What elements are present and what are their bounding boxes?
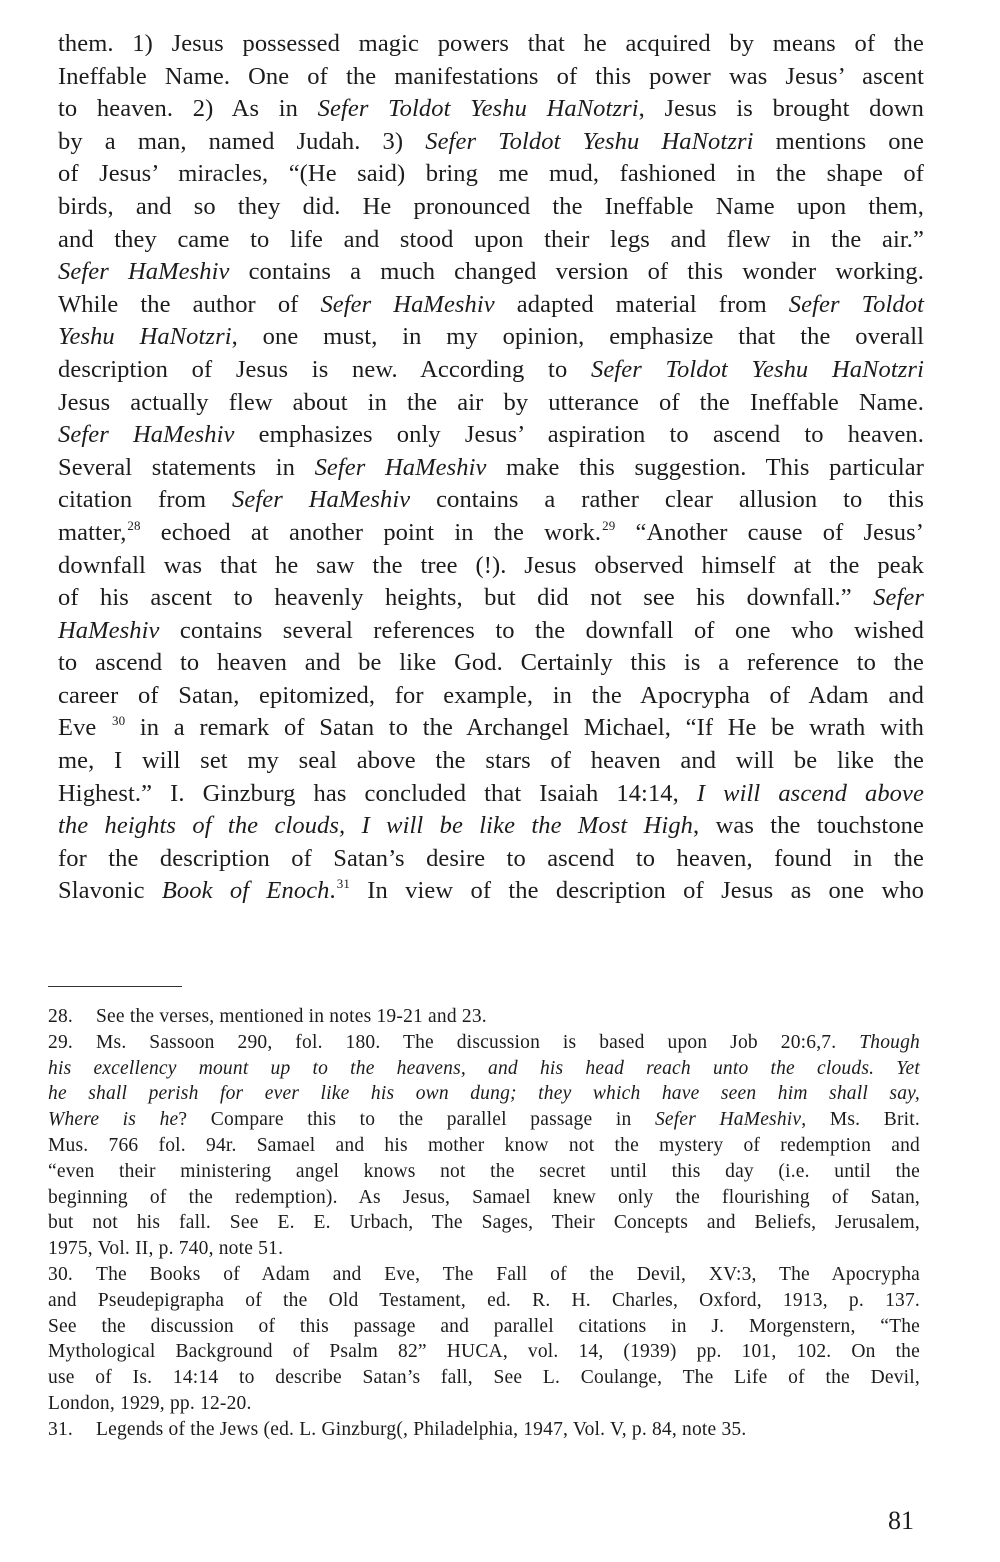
body-line bbox=[58, 321, 924, 354]
footnote-line bbox=[48, 1236, 920, 1262]
italic-text: the heights of the clouds, I will be like the Most High bbox=[58, 812, 694, 840]
italic-text: Book of Enoch bbox=[161, 877, 330, 905]
footnote-reference: 31 bbox=[336, 876, 350, 892]
body-line bbox=[58, 778, 924, 811]
footnote-line bbox=[48, 1314, 920, 1340]
body-line bbox=[58, 582, 924, 615]
footnote-reference: 30 bbox=[112, 713, 126, 729]
italic-text: Yeshu HaNotzri bbox=[58, 323, 232, 351]
body-line bbox=[58, 387, 924, 420]
italic-text: Sefer bbox=[873, 584, 924, 612]
body-line bbox=[58, 517, 924, 550]
italic-text: Sefer Toldot Yeshu HaNotzri bbox=[317, 95, 639, 123]
italic-text: Though bbox=[859, 1031, 920, 1053]
footnote-number: 31. bbox=[48, 1418, 73, 1440]
text-run: use of Is. 14:14 to describe Satan’s fall, See L. Coulange, The Life of the Devil, bbox=[48, 1367, 920, 1389]
text-run: to heaven. 2) As in bbox=[58, 95, 318, 123]
body-line bbox=[58, 810, 924, 843]
text-run: mentions one bbox=[753, 127, 924, 155]
body-line bbox=[58, 354, 924, 387]
text-run: career of Satan, epitomized, for example, in the Apocrypha of Adam and bbox=[58, 681, 924, 709]
footnote-29 bbox=[48, 1030, 920, 1262]
body-line bbox=[58, 484, 924, 517]
footnote-line bbox=[48, 1159, 920, 1185]
text-run: See the discussion of this passage and parallel citations in J. Morgenstern, “The bbox=[48, 1315, 920, 1337]
body-line bbox=[58, 61, 924, 94]
text-run: and Pseudepigrapha of the Old Testament, ed. R. H. Charles, Oxford, 1913, p. 137. bbox=[48, 1289, 920, 1311]
text-run: contains several references to the downfall of one who wished bbox=[159, 616, 924, 644]
body-line bbox=[58, 843, 924, 876]
body-line bbox=[58, 647, 924, 680]
italic-text: Sefer HaMeshiv bbox=[314, 453, 487, 481]
text-run: Legends of the Jews (ed. L. Ginzburg(, Philadelphia, 1947, Vol. V, p. 84, note 35. bbox=[96, 1418, 747, 1440]
body-line bbox=[58, 452, 924, 485]
footnote-line bbox=[48, 1210, 920, 1236]
italic-text: Sefer Toldot bbox=[788, 290, 924, 318]
body-line bbox=[58, 550, 924, 583]
body-line bbox=[58, 126, 924, 159]
body-line bbox=[58, 875, 924, 908]
text-run: of Jesus’ miracles, “(He said) bring me mud, fashioned in the shape of bbox=[58, 160, 924, 188]
text-run: London, 1929, pp. 12-20. bbox=[48, 1392, 252, 1414]
text-run: Several statements in bbox=[58, 453, 315, 481]
text-run: Ineffable Name. One of the manifestations of this power was Jesus’ ascent bbox=[58, 62, 924, 90]
footnote-reference: 29 bbox=[602, 517, 616, 533]
text-run: emphasizes only Jesus’ aspiration to ascend to heaven. bbox=[234, 421, 925, 449]
footnote-line bbox=[48, 1391, 920, 1417]
page-number: 81 bbox=[888, 1506, 914, 1535]
footnote-line bbox=[48, 1107, 920, 1133]
body-line bbox=[58, 419, 924, 452]
italic-text: Sefer HaMeshiv bbox=[654, 1109, 802, 1131]
footnote-reference: 28 bbox=[127, 517, 141, 533]
text-run: make this suggestion. This particular bbox=[486, 453, 924, 481]
footnote-number: 29. bbox=[48, 1031, 73, 1053]
body-line bbox=[58, 256, 924, 289]
italic-text: he shall perish for ever like his own dung; they which have seen him shall say, bbox=[48, 1083, 920, 1105]
text-run: Mus. 766 fol. 94r. Samael and his mother know not the mystery of redemption and bbox=[48, 1134, 920, 1156]
footnotes-section bbox=[48, 1004, 920, 1443]
text-run: , Jesus is brought down bbox=[638, 95, 924, 123]
footnote-28 bbox=[48, 1004, 920, 1030]
text-run: description of Jesus is new. According to bbox=[58, 355, 591, 383]
footnote-number: 28. bbox=[48, 1006, 73, 1027]
italic-text: HaMeshiv bbox=[58, 616, 160, 644]
body-line bbox=[58, 28, 924, 61]
text-run: In view of the description of Jesus as one who bbox=[349, 877, 924, 905]
italic-text: Where is he bbox=[48, 1109, 179, 1131]
text-run: 1975, Vol. II, p. 740, note 51. bbox=[48, 1238, 284, 1260]
footnote-line bbox=[48, 1004, 920, 1030]
text-run: , was the touchstone bbox=[693, 812, 924, 840]
text-run: Jesus actually flew about in the air by utterance of the Ineffable Name. bbox=[58, 388, 924, 416]
text-run: , Ms. Brit. bbox=[801, 1109, 920, 1131]
text-run: Ms. Sassoon 290, fol. 180. The discussion is based upon Job 20:6,7. bbox=[96, 1031, 860, 1053]
text-run: downfall was that he saw the tree (!). Jesus observed himself at the peak bbox=[58, 551, 924, 579]
italic-text: his excellency mount up to the heavens, and his head reach unto the clouds. Yet bbox=[48, 1057, 920, 1079]
text-run: See the verses, mentioned in notes 19-21 and 23. bbox=[96, 1006, 487, 1027]
text-run: Highest.” I. Ginzburg has concluded that Isaiah 14:14, bbox=[58, 779, 697, 807]
body-line bbox=[58, 191, 924, 224]
text-run: by a man, named Judah. 3) bbox=[58, 127, 426, 155]
body-line bbox=[58, 93, 924, 126]
italic-text: Sefer HaMeshiv bbox=[232, 486, 411, 514]
italic-text: Sefer Toldot Yeshu HaNotzri bbox=[425, 127, 754, 155]
body-line bbox=[58, 745, 924, 778]
text-run: citation from bbox=[58, 486, 233, 514]
text-run: in a remark of Satan to the Archangel Michael, “If He be wrath with bbox=[125, 714, 924, 742]
body-line bbox=[58, 712, 924, 745]
text-run: birds, and so they did. He pronounced the Ineffable Name upon them, bbox=[58, 192, 924, 220]
text-run: and they came to life and stood upon their legs and flew in the air.” bbox=[58, 225, 924, 253]
text-run: Slavonic bbox=[58, 877, 162, 905]
text-run: , one must, in my opinion, emphasize that the overall bbox=[231, 323, 925, 351]
body-line bbox=[58, 615, 924, 648]
body-line bbox=[58, 680, 924, 713]
footnote-line bbox=[48, 1056, 920, 1082]
text-run: contains a rather clear allusion to this bbox=[410, 486, 924, 514]
text-run: adapted material from bbox=[494, 290, 789, 318]
footnote-separator-rule bbox=[48, 986, 182, 987]
text-run: matter, bbox=[58, 518, 127, 546]
footnote-line bbox=[48, 1262, 920, 1288]
text-run: . bbox=[329, 877, 336, 905]
footnote-line bbox=[48, 1288, 920, 1314]
main-body-text bbox=[58, 28, 924, 908]
text-run: ? Compare this to the parallel passage in bbox=[178, 1109, 655, 1131]
text-run: to ascend to heaven and be like God. Certainly this is a reference to the bbox=[58, 649, 924, 677]
body-line bbox=[58, 224, 924, 257]
text-run: for the description of Satan’s desire to ascend to heaven, found in the bbox=[58, 844, 924, 872]
footnote-31 bbox=[48, 1417, 920, 1443]
footnote-line bbox=[48, 1133, 920, 1159]
italic-text: Sefer Toldot Yeshu HaNotzri bbox=[590, 355, 924, 383]
footnote-line bbox=[48, 1365, 920, 1391]
italic-text: Sefer HaMeshiv bbox=[320, 290, 495, 318]
text-run: “even their ministering angel knows not the secret until this day (i.e. until the bbox=[48, 1160, 920, 1182]
footnote-line bbox=[48, 1185, 920, 1211]
footnote-line bbox=[48, 1081, 920, 1107]
text-run: contains a much changed version of this wonder working. bbox=[229, 258, 924, 286]
footnote-line bbox=[48, 1417, 920, 1443]
footnote-line bbox=[48, 1339, 920, 1365]
text-run: me, I will set my seal above the stars of heaven and will be like the bbox=[58, 747, 924, 775]
text-run: “Another cause of Jesus’ bbox=[615, 518, 925, 546]
text-run: Mythological Background of Psalm 82” HUCA, vol. 14, (1939) pp. 101, 102. On the bbox=[48, 1341, 920, 1363]
text-run: but not his fall. See E. E. Urbach, The Sages, Their Concepts and Beliefs, Jerusalem, bbox=[48, 1212, 920, 1234]
text-run: echoed at another point in the work. bbox=[140, 518, 602, 546]
italic-text: Sefer HaMeshiv bbox=[58, 258, 230, 286]
body-line bbox=[58, 158, 924, 191]
text-run: of his ascent to heavenly heights, but did not see his downfall.” bbox=[58, 584, 874, 612]
footnote-30 bbox=[48, 1262, 920, 1417]
italic-text: Sefer HaMeshiv bbox=[58, 421, 235, 449]
italic-text: I will ascend above bbox=[696, 779, 924, 807]
body-line bbox=[58, 289, 924, 322]
text-run: Eve bbox=[58, 714, 112, 742]
footnote-number: 30. bbox=[48, 1263, 73, 1285]
text-run: them. 1) Jesus possessed magic powers that he acquired by means of the bbox=[58, 30, 924, 57]
text-run: The Books of Adam and Eve, The Fall of the Devil, XV:3, The Apocrypha bbox=[96, 1263, 920, 1285]
text-run: While the author of bbox=[58, 290, 321, 318]
text-run: beginning of the redemption). As Jesus, Samael knew only the flourishing of Satan, bbox=[48, 1186, 920, 1208]
footnote-line bbox=[48, 1030, 920, 1056]
